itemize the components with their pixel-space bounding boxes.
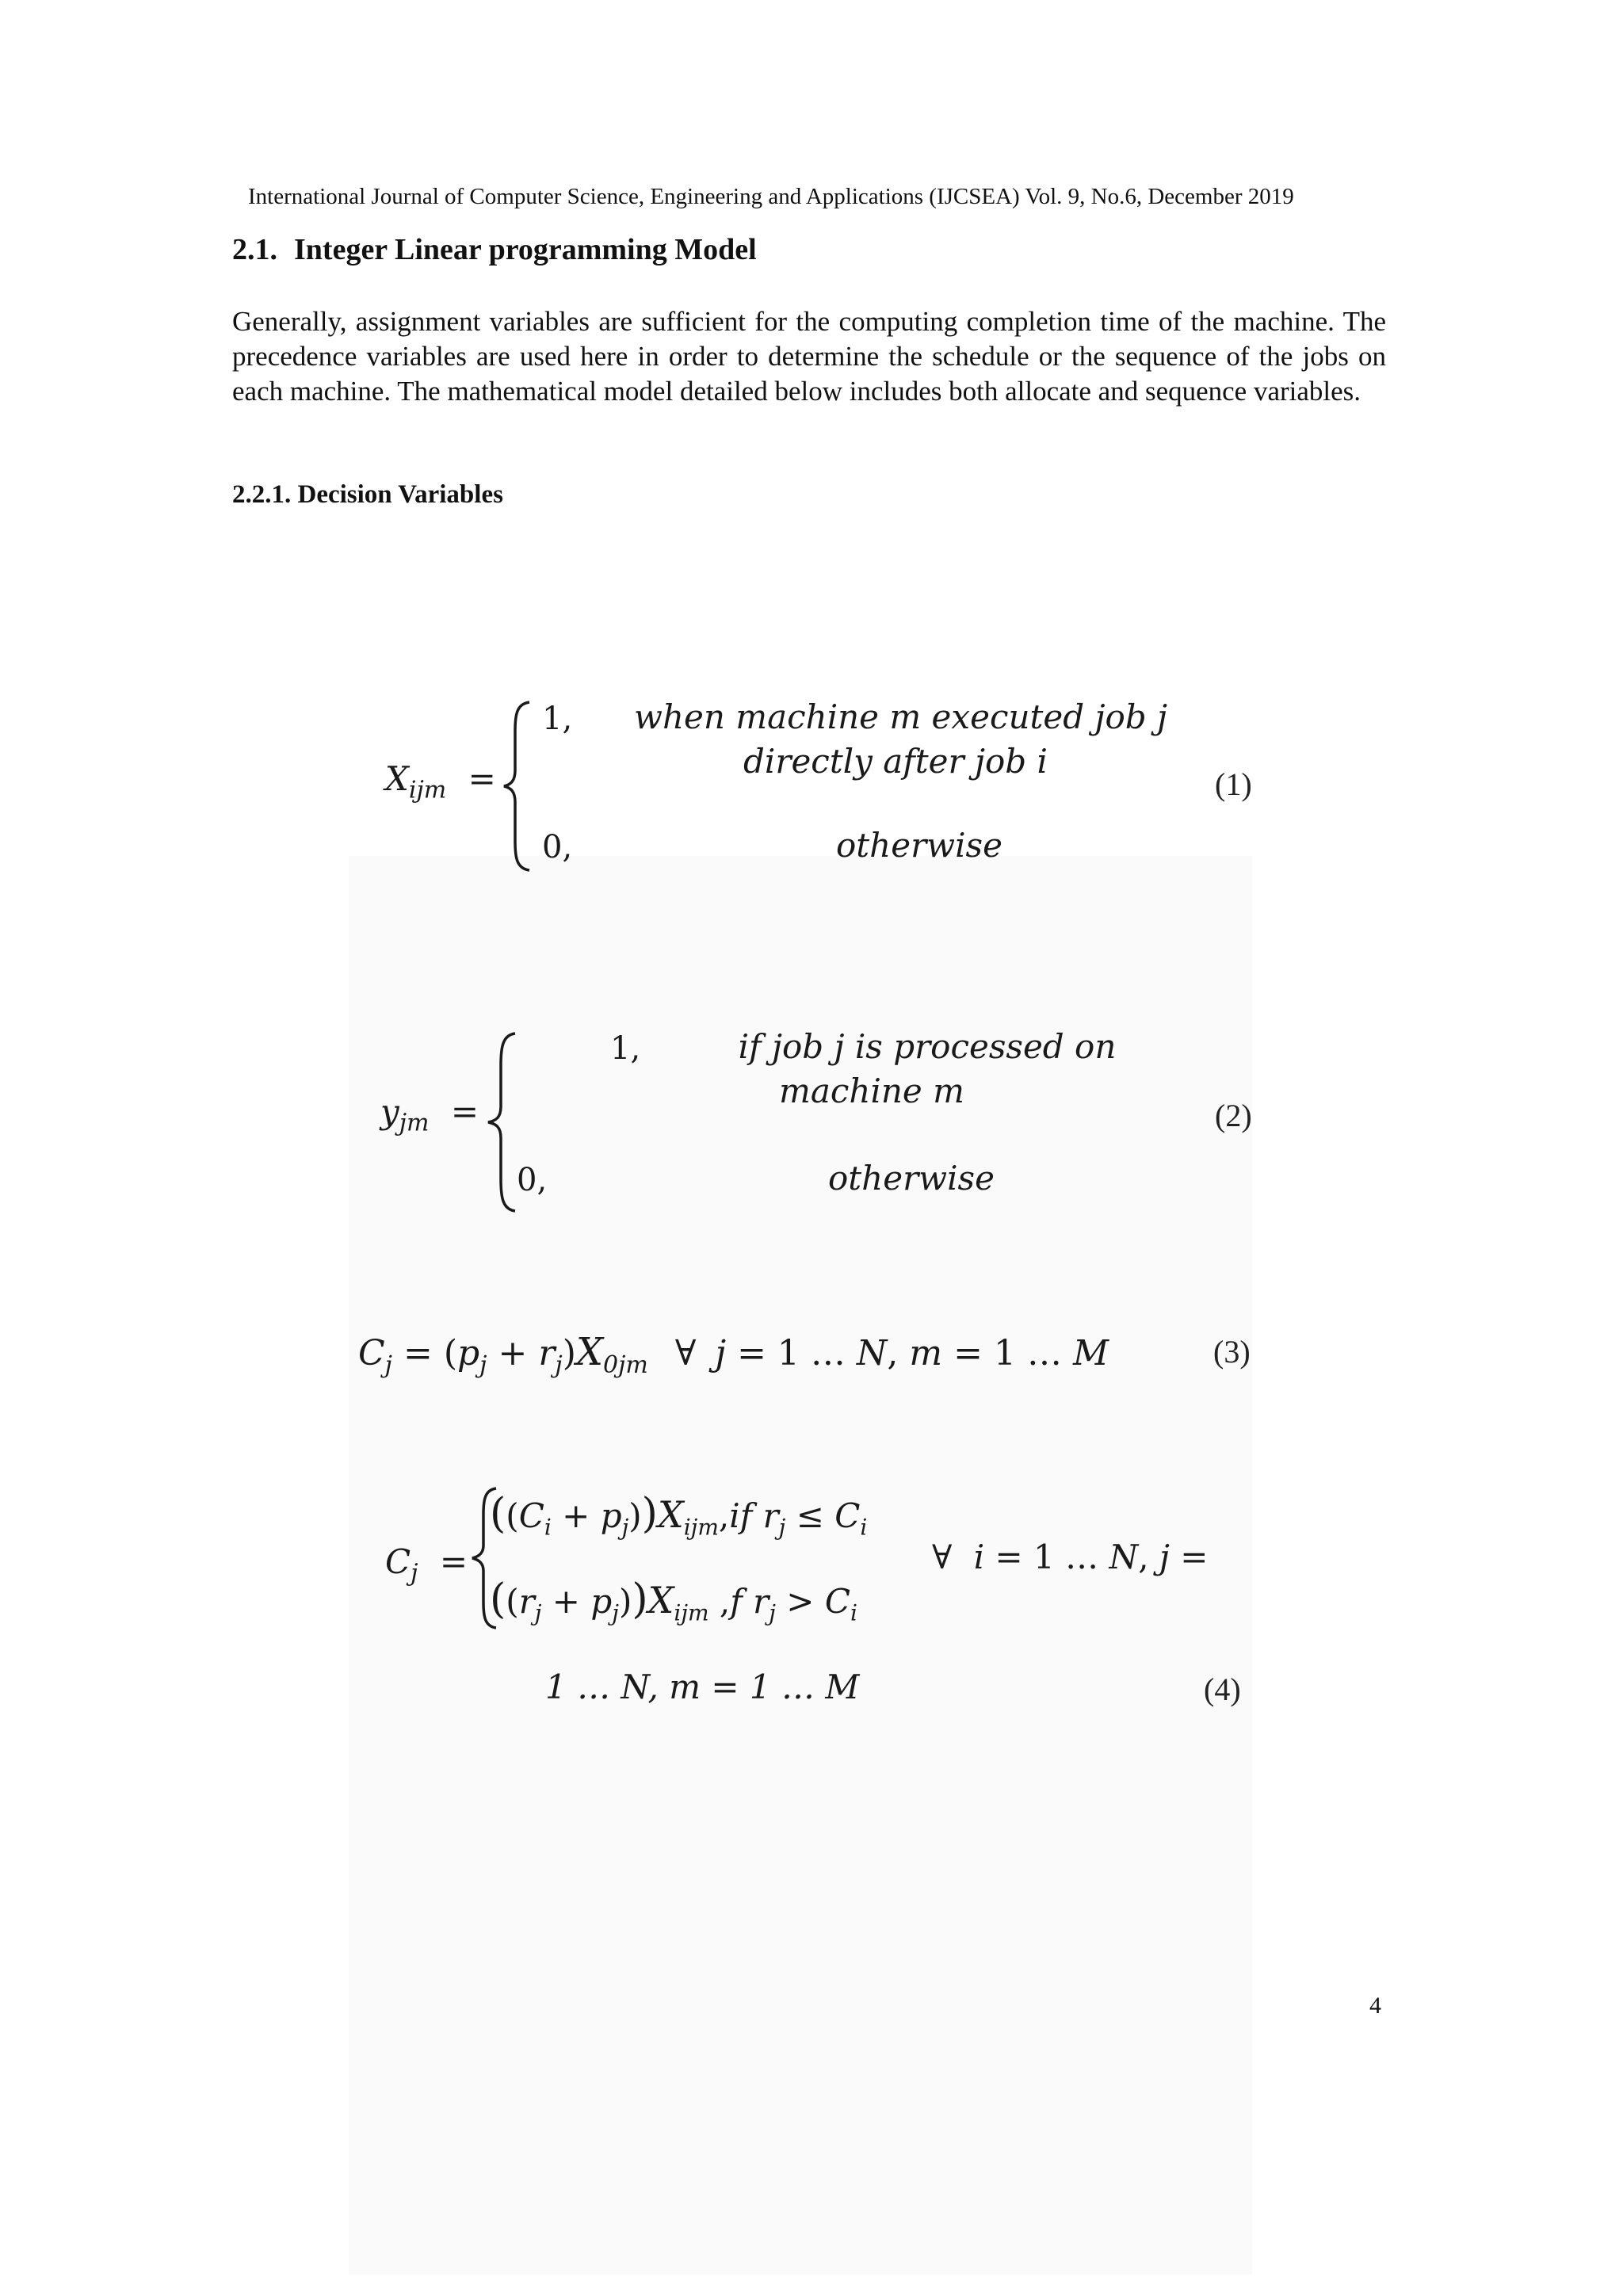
equation-3-formula: $C_j = (p_j + r_j)X_{0jm}$ ∀ j = 1 … N, m = 1 … M <box>358 1330 1109 1379</box>
equation-2-number: (2) <box>1215 1098 1252 1133</box>
subsection-heading: 2.2.1. Decision Variables <box>232 480 503 509</box>
equation-1-case1-line2: directly after job i <box>743 742 1048 781</box>
body-paragraph: Generally, assignment variables are sufficient for the computing completion time of the machine. The precedence variables are used here in order to determine the schedule or the sequence of the jobs on each machine. The mathematical model detailed below includes both allocate and sequence variables. <box>232 306 1386 407</box>
equation-1-number: (1) <box>1215 766 1252 802</box>
equation-2-case1-line1: if job j is processed on <box>738 1027 1117 1066</box>
equation-1-case1-value: 1, <box>542 701 573 737</box>
equation-2-case1-value: 1, <box>610 1030 641 1067</box>
equation-4-case1: $((C_i + p_j))X_{ijm},if$ $r_j \le C_i$ <box>490 1490 868 1541</box>
page-number: 4 <box>1369 1992 1381 2019</box>
equation-1-brace <box>501 699 534 873</box>
section-heading <box>232 232 757 267</box>
equation-2-brace <box>485 1030 520 1214</box>
journal-header: International Journal of Computer Science, Engineering and Applications (IJCSEA) Vol. 9, No.6, December 2019 <box>248 184 1294 209</box>
equation-2-case2-value: 0, <box>517 1162 548 1198</box>
section-number: 2.1. <box>232 233 277 266</box>
equation-4-quantifier: ∀ i = 1 … N, j = <box>932 1538 1209 1576</box>
section-title: Integer Linear programming Model <box>294 233 757 266</box>
equation-1-case1-line1: when machine m executed job j <box>634 697 1168 736</box>
equation-2-lhs: $y_{jm}$ = <box>380 1092 479 1137</box>
equation-1-case2-value: 0, <box>542 829 573 865</box>
equation-2-case2-text: otherwise <box>828 1159 995 1198</box>
equation-2-case1-line2: machine m <box>779 1072 964 1110</box>
equation-4-number: (4) <box>1204 1671 1241 1707</box>
equation-1-lhs: $X_{ijm}$ = <box>385 759 496 804</box>
equation-1-case2-text: otherwise <box>836 826 1002 865</box>
equation-4-case2: $((r_j + p_j))X_{ijm}$ ,f $r_j > C_i$ <box>490 1576 857 1626</box>
equation-4-lhs: $C_j$ = <box>385 1542 468 1587</box>
equation-3-number: (3) <box>1213 1334 1251 1370</box>
equation-4-tail: 1 … N, m = 1 … M <box>545 1668 860 1706</box>
